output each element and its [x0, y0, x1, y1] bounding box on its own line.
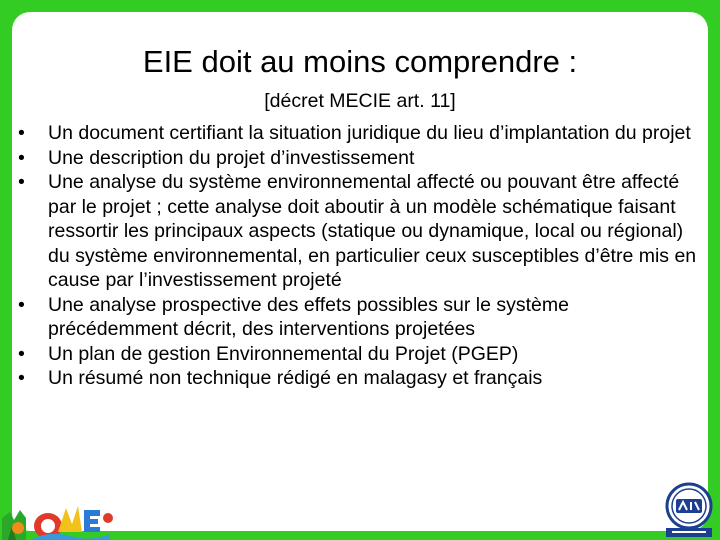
bullet-icon: •: [18, 146, 25, 169]
one-logo-icon: [0, 488, 120, 540]
bullet-text: Un document certifiant la situation juridique du lieu d’implantation du projet: [48, 122, 691, 144]
bullet-icon: •: [18, 293, 25, 316]
iso-seal-icon: [662, 482, 716, 538]
bullet-text: Un plan de gestion Environnemental du Projet (PGEP): [48, 342, 519, 365]
bullet-icon: •: [18, 367, 25, 389]
bullet-list: [18, 121, 698, 391]
list-item: [18, 146, 698, 171]
list-item: [18, 121, 698, 146]
list-item: [18, 170, 698, 293]
bullet-text: Une description du projet d’investissement: [48, 146, 415, 169]
bullet-icon: •: [18, 171, 25, 193]
bullet-icon: •: [18, 122, 25, 144]
list-item: [18, 366, 698, 391]
list-item: [18, 293, 698, 342]
bullet-text: Une analyse prospective des effets possibles sur le système précédemment décrit, des interventions projetées: [48, 293, 569, 340]
bullet-text: Une analyse du système environnemental affecté ou pouvant être affecté par le projet ; cette analyse doit aboutir à un modèle schématique faisant ressortir les principaux aspects (statique ou dynamique, local ou régional) du système environnemental, en particulier ceux susceptibles d’être mis en cause par l’investissement projeté: [48, 171, 697, 291]
list-item: [18, 342, 698, 367]
slide-subtitle: [décret MECIE art. 11]: [264, 90, 456, 112]
slide-title: EIE doit au moins comprendre :: [142, 44, 578, 79]
bullet-text: Un résumé non technique rédigé en malagasy et français: [48, 367, 543, 389]
bullet-icon: •: [18, 342, 25, 365]
